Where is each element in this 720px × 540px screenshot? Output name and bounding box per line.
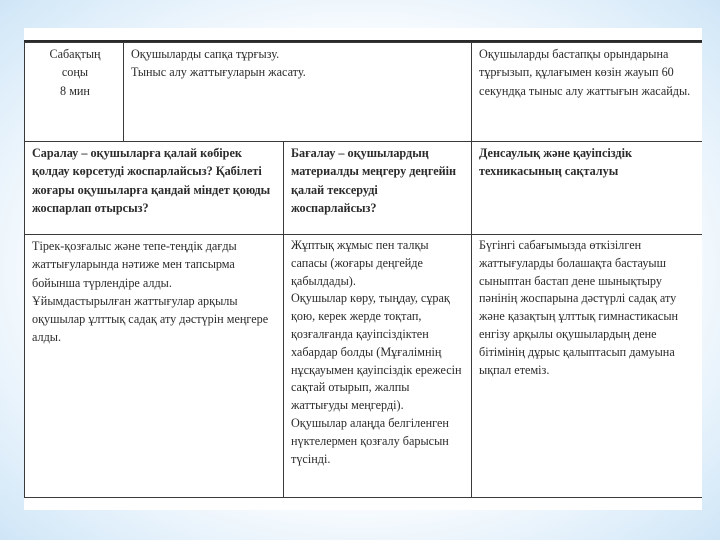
lesson-end-activity-cell: Оқушыларды сапқа тұрғызу. Тыныс алу жаттығуларын жасату. [124,43,472,142]
health-safety-text-cell: Бүгінгі сабағымызда өткізілген жаттығуларды болашақта бастауыш сыныптан бастап дене шынықтыру пәнінің жоспарына дәстүрлі садақ ату және қазақтың ұлттық гимнастикасын енгізу арқылы оқушылардың дене бітімінің дұрыс қалыптасып дамуына ықпал етеміз. [472,235,702,498]
table-content-row [25,235,703,498]
lesson-plan-table [24,42,702,498]
differentiation-text-cell: Тірек-қозғалыс және тепе-теңдік дағды жаттығуларында нәтиже мен тапсырма бойынша түрлендіре алды. Ұйымдастырылған жаттығулар арқылы оқушылар ұлттық садақ ату дәстүрін меңгере алды. [25,235,284,498]
table-header-row [25,142,703,235]
differentiation-header: Саралау – оқушыларға қалай көбірек қолдау көрсетуді жоспарлайсыз? Қабілеті жоғары оқушыларға қандай міндет қоюды жоспарлап отырсыз? [25,142,284,235]
lesson-end-expected-cell: Оқушыларды бастапқы орындарына тұрғызып, құлағымен көзін жауып 60 секундқа тыныс алу жаттығын жасайды. [472,43,702,142]
lesson-end-time-cell: Сабақтың соңы 8 мин [25,43,124,142]
document-page [24,28,702,510]
assessment-text-cell: Жұптық жұмыс пен талқы сапасы (жоғары деңгейде қабылдады). Оқушылар көру, тыңдау, сұрақ қою, керек жерде тоқтап, қозғалғанда қауіпсіздіктен хабардар болды (Мұғалімнің нұсқауымен қауіпсіздік ережесін сақтай отырып, жалпы жаттығуды меңгерді). Оқушылар алаңда белгіленген нүктелермен қозғалу барысын түсінді. [284,235,472,498]
health-safety-header: Денсаулық және қауіпсіздік техникасының сақталуы [472,142,702,235]
table-row-lesson-end [25,43,703,142]
assessment-header: Бағалау – оқушылардың материалды меңгеру деңгейін қалай тексеруді жоспарлайсыз? [284,142,472,235]
